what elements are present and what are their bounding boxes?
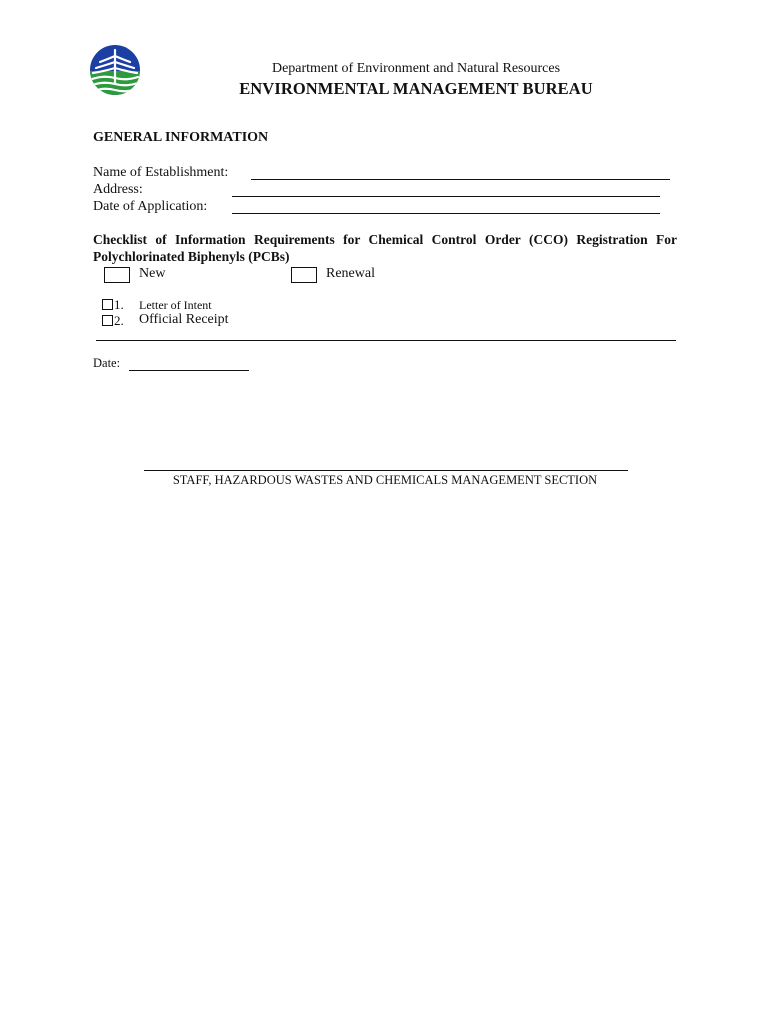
letter-of-intent-label: Letter of Intent xyxy=(139,298,212,312)
establishment-name-label: Name of Establishment: xyxy=(93,165,229,180)
signature-line[interactable] xyxy=(144,470,628,471)
new-label: New xyxy=(139,266,166,281)
date-of-application-label: Date of Application: xyxy=(93,199,208,214)
letter-of-intent-checkbox[interactable] xyxy=(102,299,113,310)
item-number: 2. xyxy=(114,313,124,328)
address-field[interactable] xyxy=(232,196,660,197)
department-name: Department of Environment and Natural Resources xyxy=(271,61,561,76)
checklist-title: Checklist of Information Requirements for Chemical Control Order (CCO) Registration For Polychlorinated Biphenyls (PCBs) xyxy=(93,232,677,264)
bureau-name: ENVIRONMENTAL MANAGEMENT BUREAU xyxy=(239,79,593,98)
general-information-heading: GENERAL INFORMATION xyxy=(93,130,269,145)
section-divider xyxy=(96,340,676,341)
address-label: Address: xyxy=(93,182,143,197)
item-number: 1. xyxy=(114,297,124,312)
date-field[interactable] xyxy=(129,370,249,371)
establishment-name-field[interactable] xyxy=(251,179,670,180)
official-receipt-checkbox[interactable] xyxy=(102,315,113,326)
renewal-label: Renewal xyxy=(326,266,375,281)
date-of-application-field[interactable] xyxy=(232,213,660,214)
new-checkbox[interactable] xyxy=(104,267,130,283)
date-label: Date: xyxy=(93,356,121,370)
renewal-checkbox[interactable] xyxy=(291,267,317,283)
official-receipt-label: Official Receipt xyxy=(139,312,229,327)
signature-caption: STAFF, HAZARDOUS WASTES AND CHEMICALS MANAGEMENT SECTION xyxy=(172,473,598,487)
